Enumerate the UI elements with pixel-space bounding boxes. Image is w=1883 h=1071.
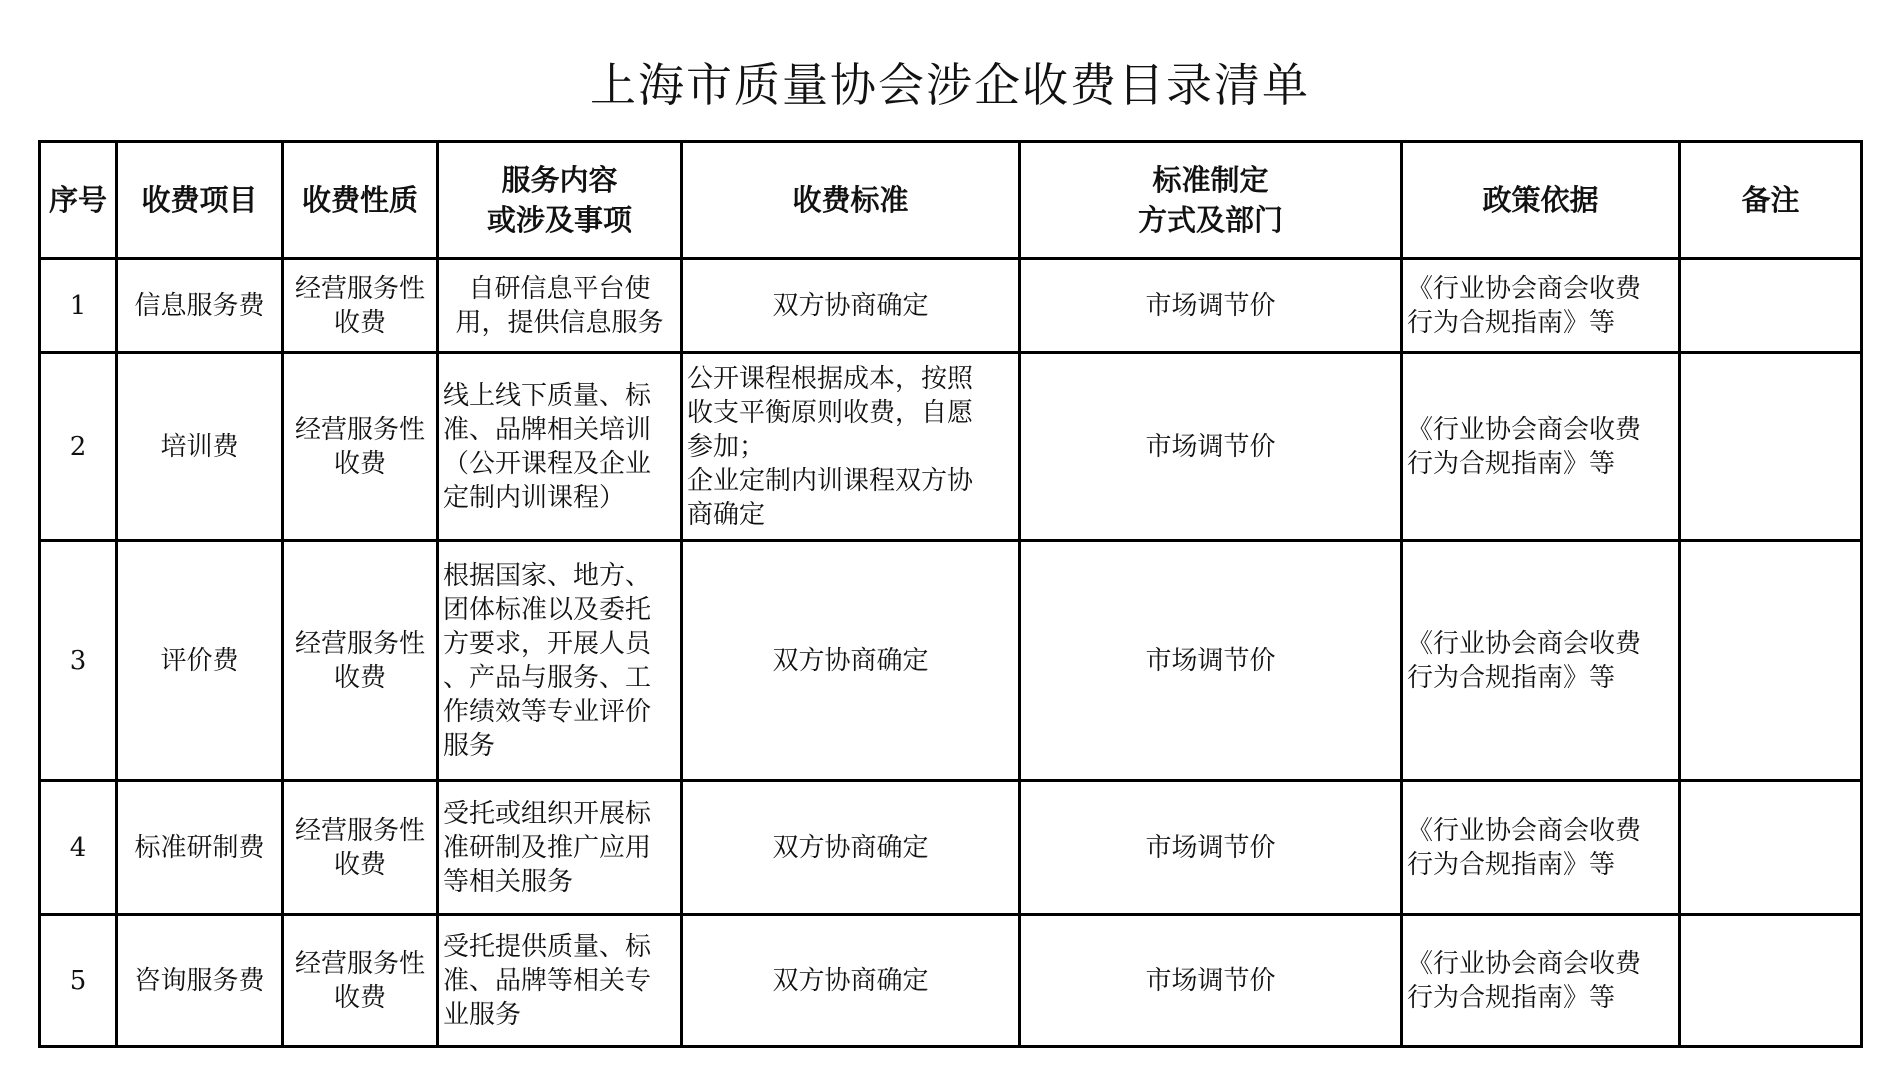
cell-content: 受托或组织开展标 准研制及推广应用 等相关服务 [438, 781, 682, 915]
cell-nature: 经营服务性 收费 [283, 353, 438, 541]
cell-standard: 双方协商确定 [682, 781, 1020, 915]
cell-basis: 《行业协会商会收费 行为合规指南》等 [1402, 353, 1680, 541]
cell-method: 市场调节价 [1020, 541, 1402, 781]
header-basis: 政策依据 [1402, 142, 1680, 259]
cell-seq: 3 [40, 541, 117, 781]
fee-catalog-table [38, 140, 1863, 1048]
cell-nature: 经营服务性 收费 [283, 541, 438, 781]
table-row [40, 353, 1862, 541]
cell-remark [1680, 353, 1862, 541]
cell-seq: 1 [40, 259, 117, 353]
cell-content: 根据国家、地方、 团体标准以及委托 方要求，开展人员 、产品与服务、工 作绩效等专业评价 服务 [438, 541, 682, 781]
table-row [40, 259, 1862, 353]
cell-seq: 2 [40, 353, 117, 541]
cell-content: 受托提供质量、标 准、品牌等相关专 业服务 [438, 915, 682, 1047]
cell-standard: 双方协商确定 [682, 259, 1020, 353]
cell-remark [1680, 915, 1862, 1047]
header-standard: 收费标准 [682, 142, 1020, 259]
cell-item: 培训费 [117, 353, 283, 541]
header-method: 标准制定 方式及部门 [1020, 142, 1402, 259]
cell-method: 市场调节价 [1020, 781, 1402, 915]
page-title: 上海市质量协会涉企收费目录清单 [590, 58, 1310, 112]
cell-item: 标准研制费 [117, 781, 283, 915]
cell-method: 市场调节价 [1020, 915, 1402, 1047]
cell-standard: 公开课程根据成本，按照 收支平衡原则收费，自愿 参加； 企业定制内训课程双方协 商确定 [682, 353, 1020, 541]
table-row [40, 915, 1862, 1047]
cell-remark [1680, 541, 1862, 781]
cell-item: 评价费 [117, 541, 283, 781]
cell-nature: 经营服务性 收费 [283, 781, 438, 915]
header-item: 收费项目 [117, 142, 283, 259]
cell-content: 线上线下质量、标 准、品牌相关培训 （公开课程及企业 定制内训课程） [438, 353, 682, 541]
cell-standard: 双方协商确定 [682, 541, 1020, 781]
cell-nature: 经营服务性 收费 [283, 259, 438, 353]
cell-seq: 5 [40, 915, 117, 1047]
cell-method: 市场调节价 [1020, 259, 1402, 353]
cell-nature: 经营服务性 收费 [283, 915, 438, 1047]
cell-method: 市场调节价 [1020, 353, 1402, 541]
table-row [40, 541, 1862, 781]
header-nature: 收费性质 [283, 142, 438, 259]
cell-item: 信息服务费 [117, 259, 283, 353]
cell-basis: 《行业协会商会收费 行为合规指南》等 [1402, 915, 1680, 1047]
cell-remark [1680, 259, 1862, 353]
header-remark: 备注 [1680, 142, 1862, 259]
cell-standard: 双方协商确定 [682, 915, 1020, 1047]
table-header-row [40, 142, 1862, 259]
cell-basis: 《行业协会商会收费 行为合规指南》等 [1402, 541, 1680, 781]
cell-seq: 4 [40, 781, 117, 915]
cell-basis: 《行业协会商会收费 行为合规指南》等 [1402, 781, 1680, 915]
cell-content: 自研信息平台使 用，提供信息服务 [438, 259, 682, 353]
cell-remark [1680, 781, 1862, 915]
cell-item: 咨询服务费 [117, 915, 283, 1047]
header-content: 服务内容 或涉及事项 [438, 142, 682, 259]
table-row [40, 781, 1862, 915]
header-seq: 序号 [40, 142, 117, 259]
cell-basis: 《行业协会商会收费 行为合规指南》等 [1402, 259, 1680, 353]
